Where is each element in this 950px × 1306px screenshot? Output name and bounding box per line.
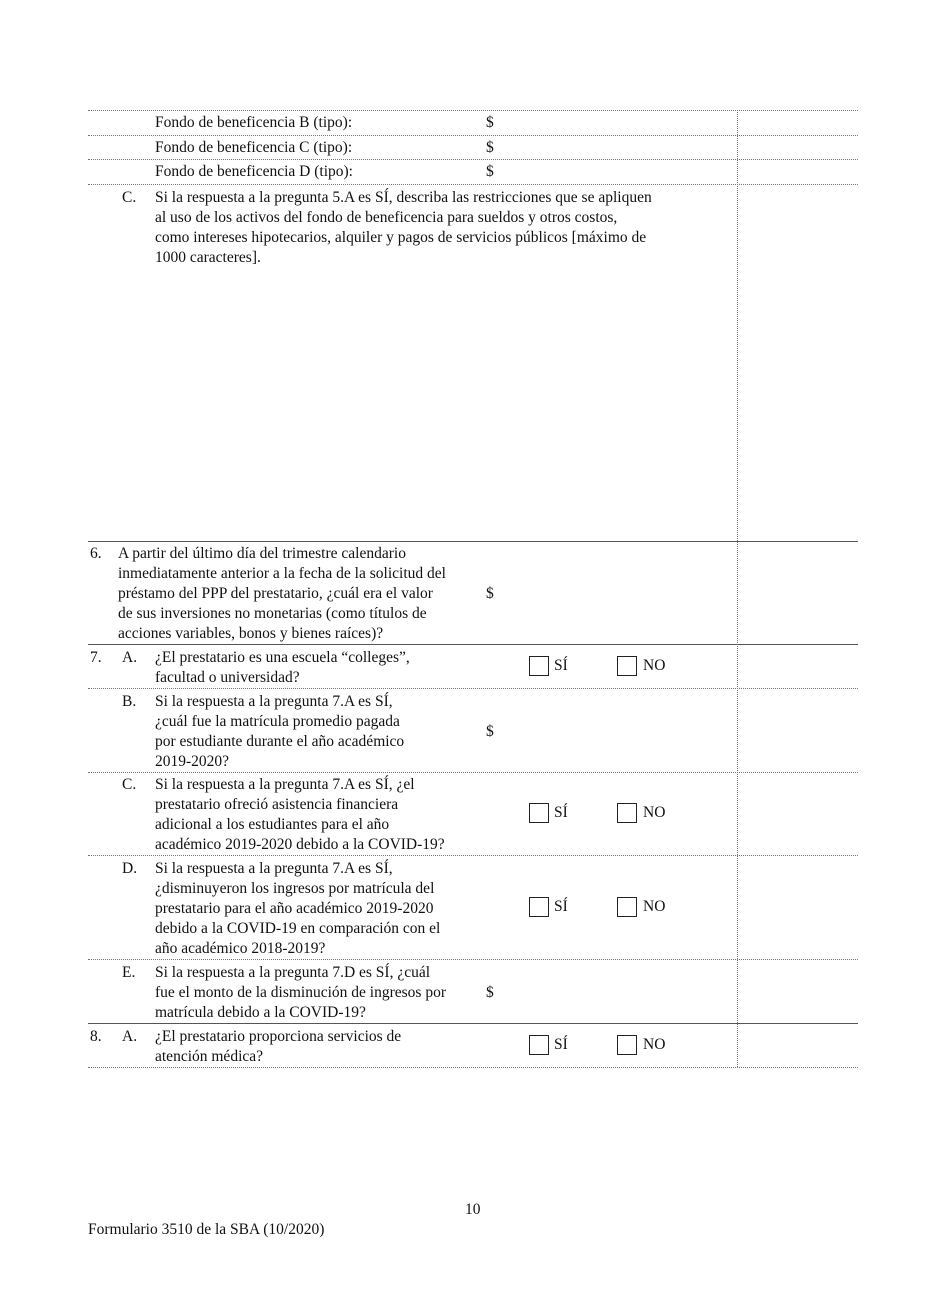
q7c-text-line: académico 2019-2020 debido a la COVID-19? [155, 836, 445, 853]
q8a-no-checkbox[interactable] [617, 1035, 637, 1055]
q7c-text-line: prestatario ofreció asistencia financiera [155, 796, 399, 813]
q6-text-line: A partir del último día del trimestre calendario [118, 545, 406, 562]
q7d-text-line: prestatario para el año académico 2019-2020 [155, 900, 434, 917]
q8a-letter: A. [122, 1028, 138, 1045]
q7b-text-line: ¿cuál fue la matrícula promedio pagada [155, 713, 400, 730]
q5c-text-line: Si la respuesta a la pregunta 5.A es SÍ, describa las restricciones que se apliquen [155, 189, 652, 206]
row-rule [88, 110, 858, 111]
q7b-dollar: $ [486, 723, 494, 740]
q7c-yes-checkbox[interactable] [529, 803, 549, 823]
q7d-text-line: año académico 2018-2019? [155, 940, 326, 957]
q7c-text-line: Si la respuesta a la pregunta 7.A es SÍ, ¿el [155, 776, 415, 793]
q7d-text-line: ¿disminuyeron los ingresos por matrícula del [155, 880, 435, 897]
q7-number: 7. [90, 649, 102, 666]
q7a-no-label: NO [643, 657, 666, 674]
fund-d-dollar: $ [486, 163, 494, 180]
fund-b-label: Fondo de beneficencia B (tipo): [155, 114, 353, 131]
q7b-text-line: Si la respuesta a la pregunta 7.A es SÍ, [155, 693, 393, 710]
row-rule [88, 855, 858, 856]
fund-c-dollar: $ [486, 139, 494, 156]
q7e-letter: E. [122, 964, 136, 981]
q7e-text-line: Si la respuesta a la pregunta 7.D es SÍ, ¿cuál [155, 964, 431, 981]
row-rule [88, 772, 858, 773]
q8a-text-line: ¿El prestatario proporciona servicios de [155, 1028, 402, 1045]
row-rule [88, 959, 858, 960]
q7e-text-line: matrícula debido a la COVID-19? [155, 1004, 366, 1021]
q7a-yes-label: SÍ [554, 657, 568, 674]
q7a-text-line: facultad o universidad? [155, 669, 300, 686]
q6-text-line: inmediatamente anterior a la fecha de la solicitud del [118, 565, 446, 582]
q5c-text-line: al uso de los activos del fondo de beneficencia para sueldos y otros costos, [155, 209, 618, 226]
row-rule [88, 159, 858, 160]
q7d-text-line: Si la respuesta a la pregunta 7.A es SÍ, [155, 860, 393, 877]
q7a-text-line: ¿El prestatario es una escuela “colleges”, [155, 649, 410, 666]
q7c-no-label: NO [643, 804, 666, 821]
q8-number: 8. [90, 1028, 102, 1045]
fund-d-label: Fondo de beneficencia D (tipo): [155, 163, 353, 180]
q5c-text-line: como intereses hipotecarios, alquiler y pagos de servicios públicos [máximo de [155, 229, 647, 246]
form-name: Formulario 3510 de la SBA (10/2020) [88, 1221, 325, 1238]
q6-text-line: acciones variables, bonos y bienes raíces)? [118, 625, 384, 642]
q7e-text-line: fue el monto de la disminución de ingresos por [155, 984, 446, 1001]
q7d-text-line: debido a la COVID-19 en comparación con el [155, 920, 441, 937]
q6-dollar: $ [486, 585, 494, 602]
q6-number: 6. [90, 545, 102, 562]
q7c-yes-label: SÍ [554, 804, 568, 821]
q6-text-line: préstamo del PPP del prestatario, ¿cuál era el valor [118, 585, 433, 602]
row-rule [88, 541, 858, 542]
q5c-text-line: 1000 caracteres]. [155, 249, 261, 266]
row-rule [88, 135, 858, 136]
row-rule [88, 1067, 858, 1068]
fund-b-dollar: $ [486, 114, 494, 131]
q7b-letter: B. [122, 693, 137, 710]
q7b-text-line: por estudiante durante el año académico [155, 733, 405, 750]
q8a-yes-label: SÍ [554, 1036, 568, 1053]
q8a-no-label: NO [643, 1036, 666, 1053]
q7b-text-line: 2019-2020? [155, 753, 230, 770]
q7c-letter: C. [122, 776, 137, 793]
q7a-no-checkbox[interactable] [617, 656, 637, 676]
q7a-letter: A. [122, 649, 138, 666]
q7c-no-checkbox[interactable] [617, 803, 637, 823]
q7e-dollar: $ [486, 984, 494, 1001]
q7d-yes-checkbox[interactable] [529, 897, 549, 917]
q7a-yes-checkbox[interactable] [529, 656, 549, 676]
row-rule [88, 1023, 858, 1024]
q5c-letter: C. [122, 189, 137, 206]
row-rule [88, 688, 858, 689]
fund-c-label: Fondo de beneficencia C (tipo): [155, 139, 353, 156]
q7d-yes-label: SÍ [554, 898, 568, 915]
row-rule [88, 644, 858, 645]
row-rule [88, 184, 858, 185]
page-number: 10 [465, 1201, 481, 1218]
q7d-letter: D. [122, 860, 138, 877]
q7c-text-line: adicional a los estudiantes para el año [155, 816, 390, 833]
q8a-yes-checkbox[interactable] [529, 1035, 549, 1055]
q7d-no-checkbox[interactable] [617, 897, 637, 917]
column-divider [737, 110, 738, 1067]
q8a-text-line: atención médica? [155, 1048, 264, 1065]
q6-text-line: de sus inversiones no monetarias (como títulos de [118, 605, 427, 622]
q7d-no-label: NO [643, 898, 666, 915]
